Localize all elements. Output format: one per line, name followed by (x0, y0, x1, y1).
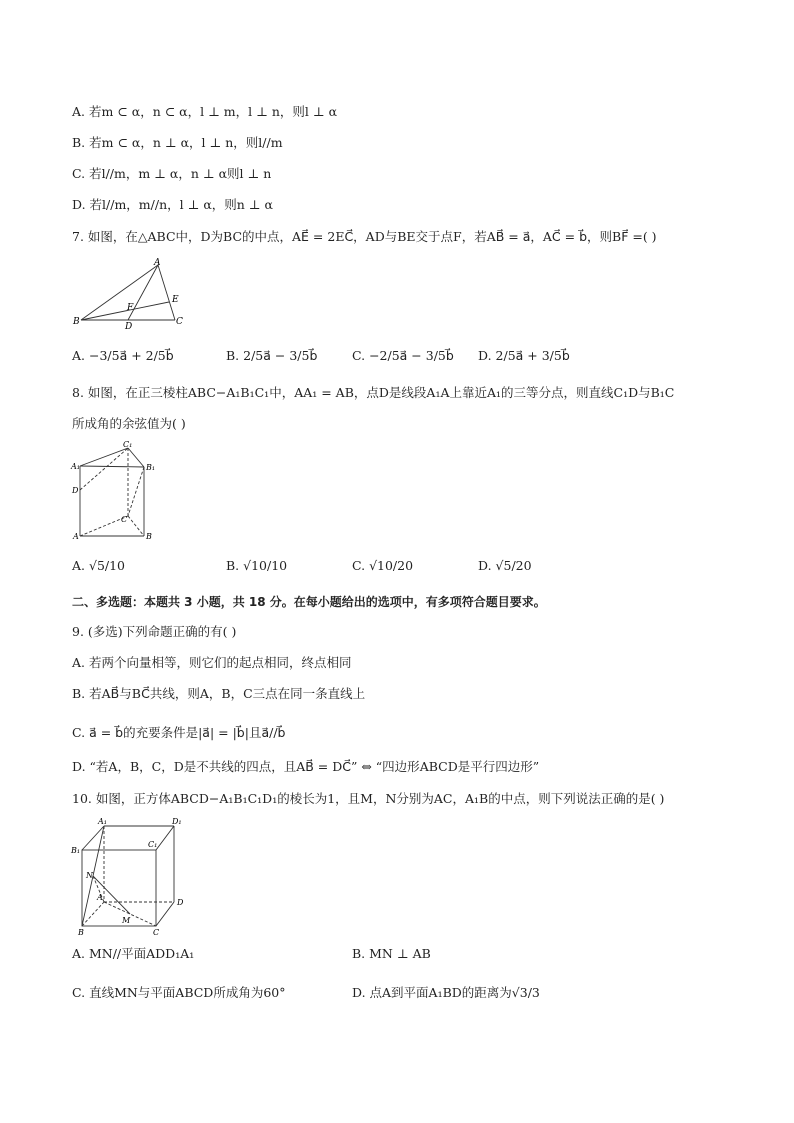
label-c1: C₁ (123, 440, 133, 449)
label-d: D (125, 322, 133, 332)
label-d: D (177, 898, 184, 907)
label-b1: B₁ (146, 463, 156, 472)
q10-cube-figure (70, 814, 192, 938)
label-m: M (122, 916, 131, 925)
label-n: N (86, 871, 93, 880)
q6-option-b: B. 若m ⊂ α，n ⊥ α，l ⊥ n，则l//m (72, 135, 283, 150)
label-a1: A₁ (98, 817, 107, 826)
label-d: D (72, 486, 79, 495)
label-a: A (73, 532, 79, 541)
q9-option-b: B. 若AB⃗与BC⃗共线，则A，B，C三点在同一条直线上 (72, 686, 366, 701)
label-f: F (127, 303, 134, 313)
q7-option-c: C. −2/5a⃗ − 3/5b⃗ (352, 348, 454, 363)
q7-option-b: B. 2/5a⃗ − 3/5b⃗ (226, 348, 318, 363)
q8-stem-line2: 所成角的余弦值为( ) (72, 416, 186, 431)
q8-option-b: B. √10/10 (226, 558, 288, 573)
label-a1: A₁ (71, 462, 80, 471)
q7-stem: 7. 如图，在△ABC中，D为BC的中点，AE⃗ = 2EC⃗，AD与BE交于点F，若AB⃗ = a⃗，AC⃗ = b⃗，则BF⃗ =( ) (72, 229, 657, 244)
q8-prism-figure (70, 438, 170, 546)
label-b1: B₁ (71, 846, 81, 855)
q10-option-c: C. 直线MN与平面ABCD所成角为60° (72, 985, 286, 1000)
label-a: A (154, 258, 161, 268)
q6-option-c: C. 若l//m，m ⊥ α，n ⊥ α则l ⊥ n (72, 166, 272, 181)
q9-option-a: A. 若两个向量相等，则它们的起点相同，终点相同 (72, 655, 352, 670)
label-c: C (153, 928, 160, 937)
section-2-heading: 二、多选题：本题共 3 小题，共 18 分。在每小题给出的选项中，有多项符合题目要求。 (72, 595, 546, 609)
q10-option-d: D. 点A到平面A₁BD的距离为√3/3 (352, 985, 540, 1000)
label-c: C (176, 317, 183, 327)
q10-option-b: B. MN ⊥ AB (352, 946, 431, 961)
label-e: E (172, 295, 179, 305)
q8-option-a: A. √5/10 (72, 558, 126, 573)
q9-stem: 9. (多选)下列命题正确的有( ) (72, 624, 237, 639)
edge-ac (158, 265, 175, 320)
q6-option-a: A. 若m ⊂ α，n ⊂ α，l ⊥ m，l ⊥ n，则l ⊥ α (72, 104, 338, 119)
label-c1: C₁ (148, 840, 158, 849)
label-b: B (146, 532, 152, 541)
label-b: B (78, 928, 84, 937)
q6-option-d: D. 若l//m，m//n，l ⊥ α，则n ⊥ α (72, 197, 273, 212)
q9-option-c: C. a⃗ = b⃗的充要条件是|a⃗| = |b⃗|且a⃗//b⃗ (72, 725, 286, 740)
label-a: A (97, 893, 103, 902)
q8-stem-line1: 8. 如图，在正三棱柱ABC−A₁B₁C₁中，AA₁ = AB，点D是线段A₁A上靠近A₁的三等分点，则直线C₁D与B₁C (72, 385, 675, 400)
q8-option-c: C. √10/20 (352, 558, 414, 573)
q7-triangle-figure (72, 258, 192, 332)
q8-option-d: D. √5/20 (478, 558, 532, 573)
q10-option-a: A. MN//平面ADD₁A₁ (72, 946, 195, 961)
q9-option-d: D. “若A，B，C，D是不共线的四点，且AB⃗ = DC⃗” ⇔ “四边形ABCD是平行四边形” (72, 759, 540, 774)
label-c: C (121, 515, 128, 524)
q7-option-d: D. 2/5a⃗ + 3/5b⃗ (478, 348, 570, 363)
label-d1: D₁ (172, 817, 182, 826)
q10-stem: 10. 如图，正方体ABCD−A₁B₁C₁D₁的棱长为1，且M，N分别为AC，A₁B的中点，则下列说法正确的是( ) (72, 791, 665, 806)
q7-option-a: A. −3/5a⃗ + 2/5b⃗ (72, 348, 174, 363)
label-b: B (73, 317, 80, 327)
